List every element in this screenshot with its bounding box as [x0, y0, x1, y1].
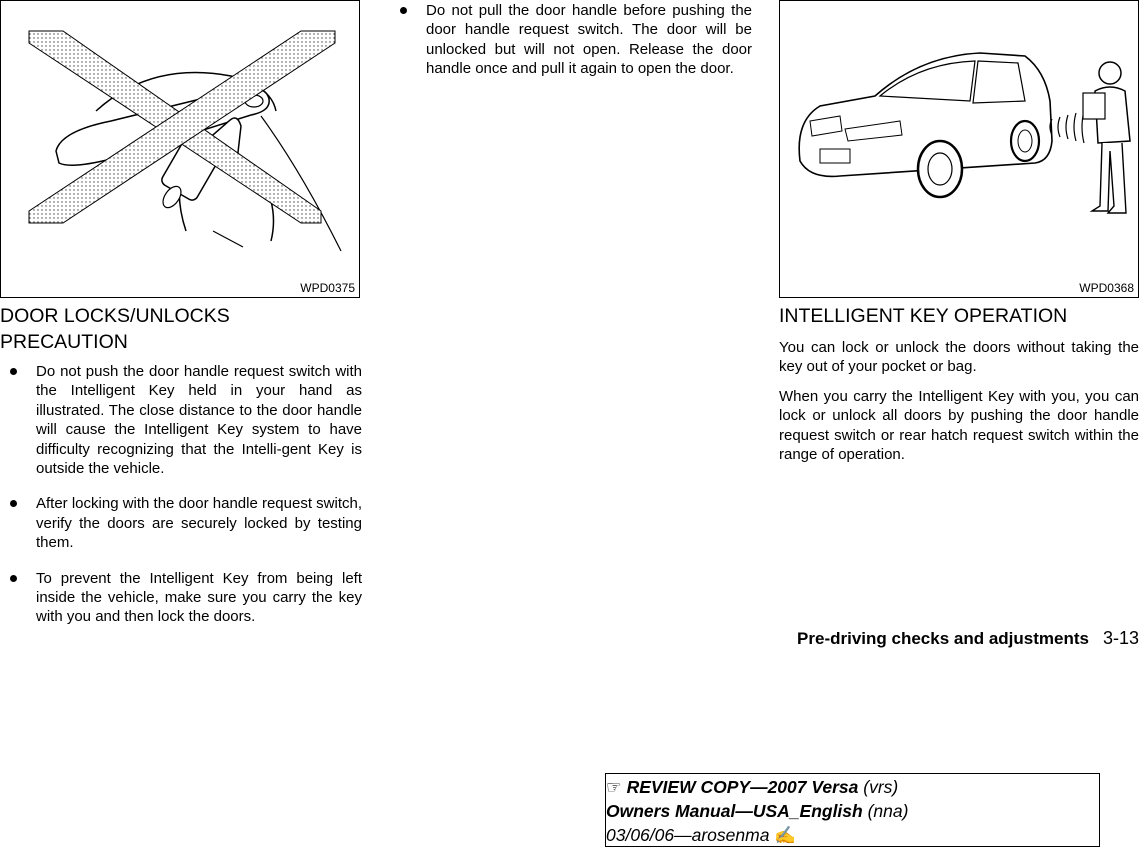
left-column: [0, 303, 362, 643]
pointing-hand-icon: ☞: [606, 777, 622, 797]
section-heading-door-locks: DOOR LOCKS/UNLOCKS PRECAUTION: [0, 305, 230, 353]
right-column: [779, 303, 1139, 464]
middle-precaution-list: [390, 1, 752, 79]
page-footer: [797, 628, 1139, 649]
precaution-list: [0, 362, 362, 627]
section-heading-intelligent-key: INTELLIGENT KEY OPERATION: [779, 305, 1068, 327]
list-item: After locking with the door handle request switch, verify the doors are securely locked by testing them.: [0, 494, 362, 552]
bullet-icon: [10, 368, 17, 375]
middle-column: [390, 1, 752, 95]
review-line-3: 03/06/06—arosenma ✍: [606, 825, 797, 845]
door-handle-illustration: [0, 0, 360, 298]
list-item: To prevent the Intelligent Key from being left inside the vehicle, make sure you carry the key with you and then lock the doors.: [0, 569, 362, 627]
door-handle-key-drawing: [1, 1, 359, 297]
bullet-icon: [10, 500, 17, 507]
figure-label-left: WPD0375: [300, 281, 355, 295]
writing-hand-icon: ✍: [774, 825, 797, 845]
footer-section-title: Pre-driving checks and adjustments: [797, 629, 1089, 648]
bullet-icon: [10, 575, 17, 582]
figure-label-right: WPD0368: [1079, 281, 1134, 295]
review-copy-box: [605, 773, 1100, 847]
bullet-icon: [400, 7, 407, 14]
paragraph: When you carry the Intelligent Key with you, you can lock or unlock all doors by pushing the door handle request switch or rear hatch request switch within the range of operation.: [779, 387, 1139, 464]
review-line-1: ☞ REVIEW COPY—2007 Versa (vrs): [606, 777, 899, 797]
page-number: 3-13: [1102, 628, 1139, 648]
car-and-person-drawing: [780, 1, 1138, 297]
review-line-2: Owners Manual—USA_English (nna): [606, 801, 909, 821]
paragraph: You can lock or unlock the doors without taking the key out of your pocket or bag.: [779, 339, 1139, 376]
list-item: Do not pull the door handle before pushing the door handle request switch. The door will be unlocked but will not open. Release the door handle once and pull it again to open the door.: [390, 1, 752, 79]
list-item: Do not push the door handle request switch with the Intelligent Key held in your hand as illustrated. The close distance to the door handle will cause the Intelligent Key system to have difficulty recognizing that the Intelli-gent Key is outside the vehicle.: [0, 362, 362, 478]
car-key-operation-illustration: [779, 0, 1139, 298]
